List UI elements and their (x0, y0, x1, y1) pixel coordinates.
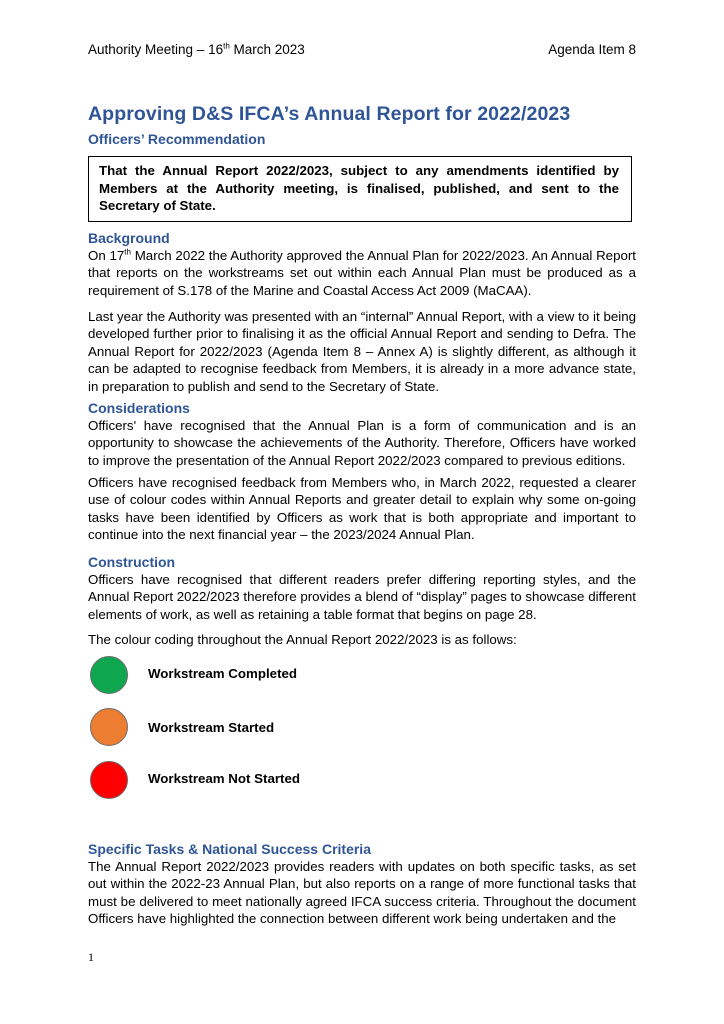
header-superscript: th (223, 41, 230, 51)
legend-started-swatch (90, 708, 128, 746)
construction-heading: Construction (88, 554, 176, 570)
background-section (88, 247, 636, 299)
legend-completed-label: Workstream Completed (148, 666, 298, 681)
legend-completed-swatch (90, 656, 128, 694)
bg-p1-suffix: March 2022 the Authority approved the Annual Plan for 2022/2023. An Annual Report that reports on the workstreams set out within each Annual Plan must be produced as a requirement of S.178 of the Marine and Coastal Access Act 2009 (MaCAA). (88, 248, 636, 298)
background-paragraph-1 (88, 247, 636, 299)
recommendation-heading: Officers’ Recommendation (88, 131, 266, 147)
specific-tasks-heading: Specific Tasks & National Success Criteria (88, 841, 371, 857)
recommendation-box: That the Annual Report 2022/2023, subject to any amendments identified by Members at the Authority meeting, is finalised, published, and sent to the Secretary of State. (88, 156, 632, 222)
construction-paragraph-1: Officers have recognised that different readers prefer differing reporting styles, and the Annual Report 2022/2023 therefore provides a blend of “display” pages to showcase different elements of work, as well as retaining a table format that begins on page 28. (88, 572, 636, 622)
considerations-paragraph-2: Officers have recognised feedback from Members who, in March 2022, requested a clearer use of colour codes within Annual Reports and greater detail to explain why some on-going tasks have been identified by Officers as work that is both appropriate and important to continue into the next financial year – the 2023/2024 Annual Plan. (88, 475, 636, 543)
bg-p1-superscript: th (124, 247, 131, 257)
considerations-heading: Considerations (88, 400, 190, 416)
running-header-meeting (88, 42, 305, 57)
legend-started-label: Workstream Started (148, 720, 275, 735)
considerations-paragraph-1: Officers' have recognised that the Annual Plan is a form of communication and is an opportunity to showcase the achievements of the Authority. Therefore, Officers have worked to improve the presentation of the Annual Report 2022/2023 compared to previous editions. (88, 418, 636, 468)
header-meeting-suffix: March 2023 (229, 42, 305, 57)
legend-not-started-label: Workstream Not Started (148, 771, 300, 786)
construction-paragraph-2: The colour coding throughout the Annual Report 2022/2023 is as follows: (88, 632, 517, 647)
background-paragraph-2: Last year the Authority was presented with an “internal” Annual Report, with a view to it being developed further prior to finalising it as the official Annual Report and sending to Defra. The Annual Report for 2022/2023 (Agenda Item 8 – Annex A) is slightly different, as although it can be adapted to recognise feedback from Members, it is already in a more advance state, in preparation to publish and send to the Secretary of State. (88, 309, 636, 394)
page-number: 1 (88, 950, 94, 964)
document-title: Approving D&S IFCA’s Annual Report for 2022/2023 (88, 103, 571, 125)
legend-not-started-swatch (90, 761, 128, 799)
specific-tasks-paragraph: The Annual Report 2022/2023 provides readers with updates on both specific tasks, as set out within the 2022-23 Annual Plan, but also reports on a range of more functional tasks that must be delivered to meet nationally agreed IFCA success criteria. Throughout the document Officers have highlighted the connection between different work being undertaken and the (88, 859, 636, 927)
running-header-agenda-item: Agenda Item 8 (548, 42, 636, 57)
header-meeting-text: Authority Meeting – 16 (88, 42, 224, 57)
bg-p1-prefix: On 17 (88, 248, 125, 263)
background-heading: Background (88, 230, 170, 246)
